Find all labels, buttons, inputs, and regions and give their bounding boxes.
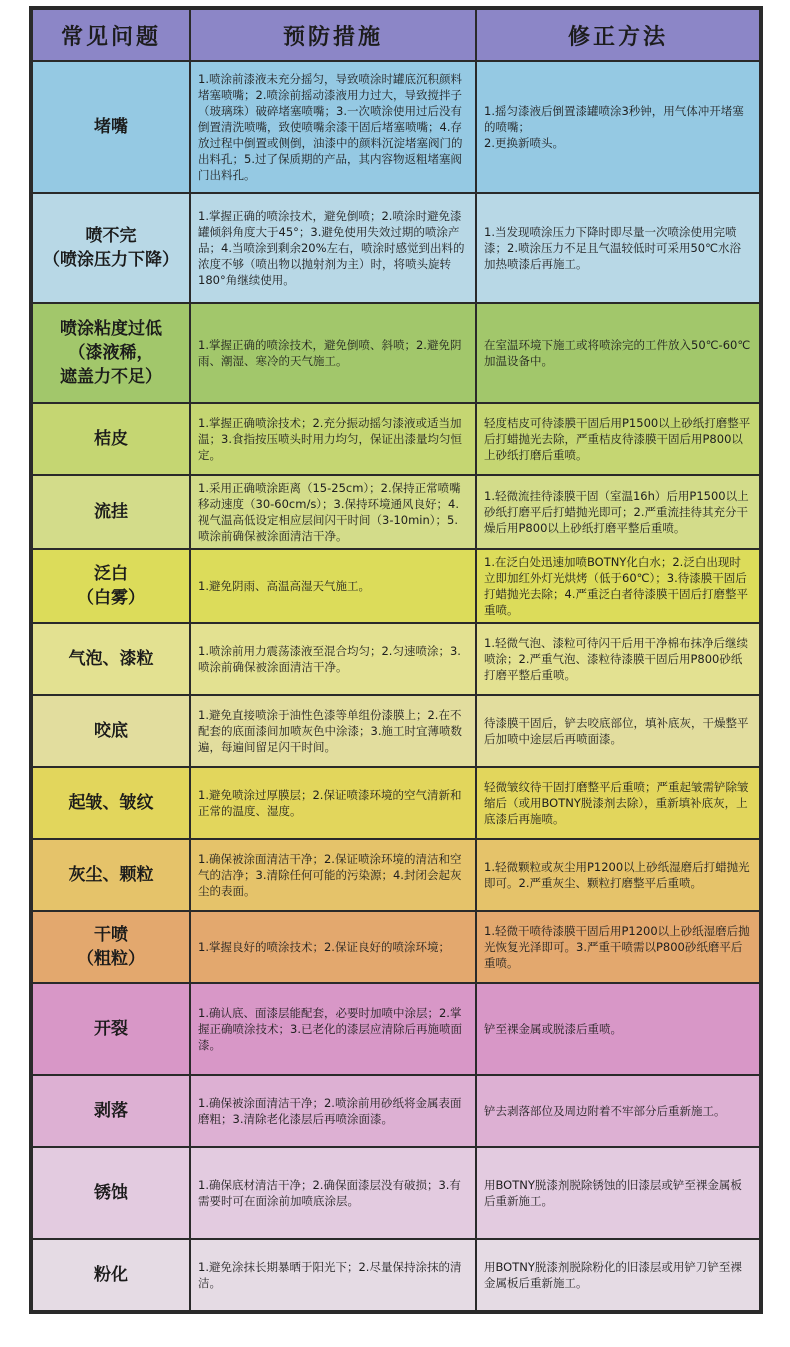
- problem-label: 气泡、漆粒: [68, 649, 154, 669]
- problem-label: 桔皮: [94, 429, 128, 449]
- prevention-cell: 1.避免涂抹长期暴晒于阳光下；2.尽量保持涂抹的清洁。: [191, 1240, 475, 1310]
- correction-cell: 轻度桔皮可待漆膜干固后用P1500以上砂纸打磨整平后打蜡抛光去除，严重桔皮待漆膜干固后用P800以上砂纸打磨后重喷。: [477, 404, 759, 474]
- problem-cell: [33, 1076, 189, 1146]
- table-row: [33, 624, 759, 694]
- table-row: [33, 840, 759, 910]
- correction-cell: 1.轻微干喷待漆膜干固后用P1200以上砂纸湿磨后抛光恢复光泽即可。3.严重干喷需以P800砂纸磨平后重喷。: [477, 912, 759, 982]
- problem-cell: [33, 194, 189, 302]
- prevention-cell: 1.喷涂前用力震荡漆液至混合均匀；2.匀速喷涂；3.喷涂前确保被涂面清洁干净。: [191, 624, 475, 694]
- problem-cell: [33, 624, 189, 694]
- problem-cell: [33, 768, 189, 838]
- header-problem: 常见问题: [33, 10, 189, 60]
- correction-cell: 在室温环境下施工或将喷涂完的工件放入50℃-60℃加温设备中。: [477, 304, 759, 402]
- problem-label: （粗粒）: [77, 949, 145, 969]
- table-row: [33, 550, 759, 622]
- problem-label: 干喷: [94, 925, 128, 945]
- table-row: [33, 1076, 759, 1146]
- table-row: [33, 984, 759, 1074]
- prevention-cell: 1.避免喷涂过厚膜层；2.保证喷漆环境的空气清新和正常的温度、湿度。: [191, 768, 475, 838]
- problem-cell: [33, 476, 189, 548]
- table-row: [33, 1148, 759, 1238]
- correction-cell: 1.轻微流挂待漆膜干固（室温16h）后用P1500以上砂纸打磨平后打蜡抛光即可；2.严重流挂待其充分干燥后用P800以上砂纸打磨平整后重喷。: [477, 476, 759, 548]
- correction-cell: 1.轻微颗粒或灰尘用P1200以上砂纸湿磨后打蜡抛光即可。2.严重灰尘、颗粒打磨整平后重喷。: [477, 840, 759, 910]
- problem-label: （漆液稀，: [68, 343, 154, 363]
- problem-cell: [33, 304, 189, 402]
- table-row: [33, 304, 759, 402]
- table-row: [33, 62, 759, 192]
- prevention-cell: 1.确保被涂面清洁干净；2.保证喷涂环境的清洁和空气的洁净；3.清除任何可能的污染源；4.封闭会起灰尘的表面。: [191, 840, 475, 910]
- prevention-cell: 1.掌握正确的喷涂技术，避免倒喷、斜喷；2.避免阴雨、潮湿、寒冷的天气施工。: [191, 304, 475, 402]
- problem-cell: [33, 550, 189, 622]
- problem-cell: [33, 404, 189, 474]
- problem-cell: [33, 62, 189, 192]
- table-body: [33, 62, 759, 1310]
- correction-cell: 1.在泛白处迅速加喷BOTNY化白水；2.泛白出现时立即加红外灯光烘烤（低于60℃）；3.待漆膜干固后打蜡抛光去除；4.严重泛白者待漆膜干固后打磨整平重喷。: [477, 550, 759, 622]
- header-correction: 修正方法: [477, 10, 759, 60]
- table-row: [33, 696, 759, 766]
- problem-label: 流挂: [94, 502, 128, 522]
- table-row: [33, 912, 759, 982]
- correction-cell: 铲去剥落部位及周边附着不牢部分后重新施工。: [477, 1076, 759, 1146]
- problem-label: 粉化: [94, 1265, 128, 1285]
- header-prevention: 预防措施: [191, 10, 475, 60]
- problem-label: （白雾）: [77, 588, 145, 608]
- correction-cell: 1.轻微气泡、漆粒可待闪干后用干净棉布抹净后继续喷涂；2.严重气泡、漆粒待漆膜干固后用P800砂纸打磨平整后重喷。: [477, 624, 759, 694]
- correction-cell: 轻微皱纹待干固打磨整平后重喷；严重起皱需铲除皱缩后（或用BOTNY脱漆剂去除），重新填补底灰，上底漆后再施喷。: [477, 768, 759, 838]
- correction-cell: 用BOTNY脱漆剂脱除锈蚀的旧漆层或铲至裸金属板后重新施工。: [477, 1148, 759, 1238]
- prevention-cell: 1.确认底、面漆层能配套，必要时加喷中涂层；2.掌握正确喷涂技术；3.已老化的漆层应清除后再施喷面漆。: [191, 984, 475, 1074]
- problem-cell: [33, 840, 189, 910]
- header-row: [33, 10, 759, 60]
- problem-label: 遮盖力不足）: [60, 367, 162, 387]
- correction-cell: 1.摇匀漆液后倒置漆罐喷涂3秒钟，用气体冲开堵塞的喷嘴； 2.更换新喷头。: [477, 62, 759, 192]
- table-row: [33, 194, 759, 302]
- prevention-cell: 1.避免直接喷涂于油性色漆等单组份漆膜上；2.在不配套的底面漆间加喷灰色中涂漆；3.施工时宜薄喷数遍，每遍间留足闪干时间。: [191, 696, 475, 766]
- table-row: [33, 768, 759, 838]
- prevention-cell: 1.掌握良好的喷涂技术；2.保证良好的喷涂环境；: [191, 912, 475, 982]
- problem-cell: [33, 1148, 189, 1238]
- table-row: [33, 476, 759, 548]
- problem-label: 堵嘴: [94, 117, 128, 137]
- problem-cell: [33, 984, 189, 1074]
- problem-label: 开裂: [94, 1019, 128, 1039]
- problem-label: 起皱、皱纹: [68, 793, 154, 813]
- prevention-cell: 1.喷涂前漆液未充分摇匀，导致喷涂时罐底沉积颜料堵塞喷嘴；2.喷涂前摇动漆液用力过大，导致搅拌子（玻璃珠）破碎堵塞喷嘴；3.一次喷涂使用过后没有倒置清洗喷嘴，致使喷嘴余漆干固后堵塞喷嘴；4.存放过程中倒置或侧倒，油漆中的颜料沉淀堵塞阀门的出料孔；5.过了保质期的产品，其内容物返粗堵塞阀门出料孔。: [191, 62, 475, 192]
- troubleshooting-table-frame: [29, 6, 763, 1314]
- problem-cell: [33, 1240, 189, 1310]
- troubleshooting-table: [31, 8, 761, 1312]
- correction-cell: 待漆膜干固后，铲去咬底部位，填补底灰，干燥整平后加喷中途层后再喷面漆。: [477, 696, 759, 766]
- prevention-cell: 1.确保底材清洁干净；2.确保面漆层没有破损；3.有需要时可在面涂前加喷底涂层。: [191, 1148, 475, 1238]
- problem-cell: [33, 696, 189, 766]
- problem-cell: [33, 912, 189, 982]
- prevention-cell: 1.确保被涂面清洁干净；2.喷涂前用砂纸将金属表面磨粗；3.清除老化漆层后再喷涂面漆。: [191, 1076, 475, 1146]
- prevention-cell: 1.掌握正确的喷涂技术，避免倒喷；2.喷涂时避免漆罐倾斜角度大于45°；3.避免使用失效过期的喷涂产品；4.当喷涂到剩余20%左右，喷涂时感觉到出料的浓度不够（喷出物以抛射剂为主）时，将喷头旋转180°角继续使用。: [191, 194, 475, 302]
- prevention-cell: 1.避免阴雨、高温高湿天气施工。: [191, 550, 475, 622]
- prevention-cell: 1.采用正确喷涂距离（15-25cm）；2.保持正常喷嘴移动速度（30-60cm/s）；3.保持环境通风良好；4.视气温高低设定相应层间闪干时间（3-10min）；5.喷涂前确保被涂面清洁干净。: [191, 476, 475, 548]
- correction-cell: 用BOTNY脱漆剂脱除粉化的旧漆层或用铲刀铲至裸金属板后重新施工。: [477, 1240, 759, 1310]
- table-row: [33, 1240, 759, 1310]
- problem-label: 锈蚀: [94, 1183, 128, 1203]
- problem-label: 咬底: [94, 721, 128, 741]
- correction-cell: 铲至裸金属或脱漆后重喷。: [477, 984, 759, 1074]
- correction-cell: 1.当发现喷涂压力下降时即尽量一次喷涂使用完喷漆；2.喷涂压力不足且气温较低时可采用50℃水浴加热喷漆后再施工。: [477, 194, 759, 302]
- problem-label: （喷涂压力下降）: [43, 250, 179, 270]
- problem-label: 灰尘、颗粒: [68, 865, 154, 885]
- problem-label: 喷涂粘度过低: [60, 319, 162, 339]
- problem-label: 喷不完: [85, 226, 137, 246]
- table-row: [33, 404, 759, 474]
- problem-label: 泛白: [94, 564, 128, 584]
- prevention-cell: 1.掌握正确喷涂技术；2.充分振动摇匀漆液或适当加温；3.食指按压喷头时用力均匀，保证出漆量均匀恒定。: [191, 404, 475, 474]
- problem-label: 剥落: [94, 1101, 128, 1121]
